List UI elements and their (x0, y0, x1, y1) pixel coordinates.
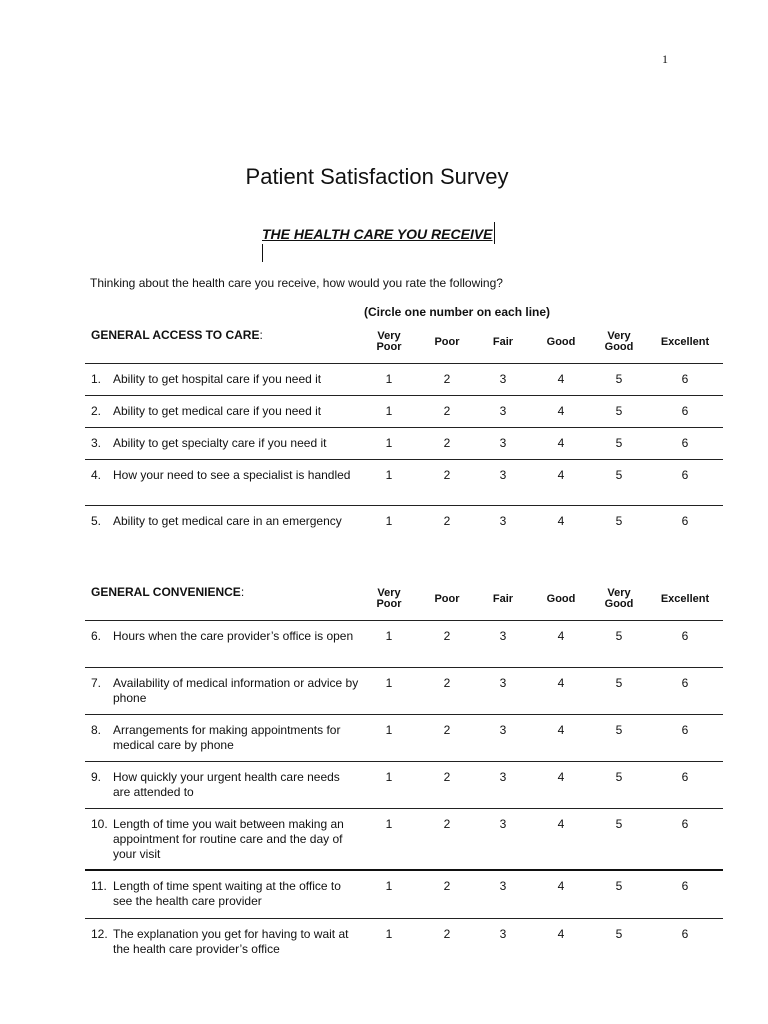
rating-option[interactable]: 4 (557, 676, 565, 690)
rating-option[interactable]: 3 (499, 629, 507, 643)
question-text: Ability to get medical care if you need it (113, 404, 322, 418)
question-text: Length of time spent waiting at the office to see the health care provider (113, 879, 341, 908)
rating-option[interactable]: 2 (443, 817, 451, 831)
rating-option[interactable]: 4 (557, 879, 565, 893)
rating-option[interactable]: 5 (615, 676, 623, 690)
rating-option[interactable]: 3 (499, 879, 507, 893)
question-number: 4. (91, 468, 102, 482)
rating-option[interactable]: 4 (557, 927, 565, 941)
rating-option[interactable]: 3 (499, 770, 507, 784)
rating-option[interactable]: 6 (681, 770, 689, 784)
rating-option[interactable]: 6 (681, 723, 689, 737)
text-cursor-mark (494, 222, 495, 244)
question-text: How quickly your urgent health care needs are attended to (113, 770, 340, 799)
rating-column-header: Good (546, 593, 576, 605)
question-row (85, 715, 723, 762)
rating-option[interactable]: 4 (557, 372, 565, 386)
question-text: Length of time you wait between making an appointment for routine care and the day of your visit (113, 817, 344, 861)
instruction-text: (Circle one number on each line) (364, 305, 551, 319)
question-row (85, 621, 723, 668)
rating-option[interactable]: 6 (681, 514, 689, 528)
rating-option[interactable]: 2 (443, 723, 451, 737)
question-row (85, 364, 723, 396)
section-general-access (85, 326, 723, 542)
page-title: Patient Satisfaction Survey (245, 164, 509, 189)
rating-option[interactable]: 3 (499, 436, 507, 450)
question-number: 1. (91, 372, 102, 386)
question-number: 8. (91, 723, 102, 737)
rating-option[interactable]: 1 (385, 404, 393, 418)
question-text: Arrangements for making appointments for medical care by phone (113, 723, 341, 752)
rating-option[interactable]: 2 (443, 468, 451, 482)
rating-option[interactable]: 2 (443, 770, 451, 784)
rating-option[interactable]: 4 (557, 514, 565, 528)
rating-option[interactable]: 5 (615, 404, 623, 418)
question-number: 12. (91, 927, 108, 941)
question-row (85, 919, 723, 964)
rating-column-header: Excellent (660, 336, 710, 348)
section-title: GENERAL CONVENIENCE: (91, 585, 245, 599)
rating-option[interactable]: 5 (615, 879, 623, 893)
rating-option[interactable]: 2 (443, 927, 451, 941)
rating-column-header: Very Good (604, 330, 634, 353)
rating-option[interactable]: 5 (615, 436, 623, 450)
rating-option[interactable]: 6 (681, 436, 689, 450)
question-text: How your need to see a specialist is handled (113, 468, 351, 482)
rating-option[interactable]: 2 (443, 372, 451, 386)
section-subtitle: THE HEALTH CARE YOU RECEIVE (262, 226, 493, 242)
question-text: Availability of medical information or advice by phone (113, 676, 359, 705)
rating-option[interactable]: 2 (443, 514, 451, 528)
rating-option[interactable]: 4 (557, 723, 565, 737)
question-row (85, 762, 723, 809)
rating-column-header: Fair (492, 593, 514, 605)
rating-option[interactable]: 4 (557, 817, 565, 831)
rating-option[interactable]: 1 (385, 676, 393, 690)
rating-column-header: Poor (434, 336, 460, 348)
rating-option[interactable]: 3 (499, 676, 507, 690)
rating-option[interactable]: 3 (499, 372, 507, 386)
rating-option[interactable]: 6 (681, 927, 689, 941)
question-number: 2. (91, 404, 102, 418)
rating-option[interactable]: 5 (615, 770, 623, 784)
question-number: 11. (91, 879, 107, 893)
question-row (85, 396, 723, 428)
rating-option[interactable]: 1 (385, 468, 393, 482)
rating-option[interactable]: 6 (681, 372, 689, 386)
rating-option[interactable]: 5 (615, 629, 623, 643)
text-cursor-mark (262, 244, 263, 262)
rating-option[interactable]: 5 (615, 927, 623, 941)
rating-option[interactable]: 6 (681, 468, 689, 482)
rating-column-header: Very Good (604, 587, 634, 610)
rating-option[interactable]: 6 (681, 676, 689, 690)
question-number: 7. (91, 676, 102, 690)
rating-option[interactable]: 1 (385, 927, 393, 941)
rating-option[interactable]: 4 (557, 468, 565, 482)
subtitle-container (262, 226, 493, 244)
question-number: 3. (91, 436, 102, 450)
rating-option[interactable]: 1 (385, 372, 393, 386)
question-number: 10. (91, 817, 108, 831)
question-number: 5. (91, 514, 102, 528)
rating-option[interactable]: 6 (681, 404, 689, 418)
question-row (85, 809, 723, 871)
rating-option[interactable]: 2 (443, 676, 451, 690)
rating-option[interactable]: 4 (557, 629, 565, 643)
question-text: Ability to get hospital care if you need it (113, 372, 322, 386)
rating-option[interactable]: 1 (385, 723, 393, 737)
question-row (85, 668, 723, 715)
rating-option[interactable]: 6 (681, 629, 689, 643)
rating-option[interactable]: 3 (499, 468, 507, 482)
question-row (85, 506, 723, 542)
rating-option[interactable]: 1 (385, 514, 393, 528)
page-number: 1 (662, 52, 668, 66)
section-title: GENERAL ACCESS TO CARE: (91, 328, 263, 342)
rating-column-header: Very Poor (376, 587, 402, 610)
question-text: Ability to get medical care in an emergency (113, 514, 342, 528)
rating-option[interactable]: 6 (681, 879, 689, 893)
rating-option[interactable]: 2 (443, 879, 451, 893)
question-row (85, 460, 723, 506)
rating-column-header: Poor (434, 593, 460, 605)
rating-option[interactable]: 1 (385, 817, 393, 831)
rating-option[interactable]: 5 (615, 468, 623, 482)
rating-option[interactable]: 5 (615, 372, 623, 386)
rating-option[interactable]: 4 (557, 404, 565, 418)
rating-option[interactable]: 5 (615, 514, 623, 528)
rating-option[interactable]: 3 (499, 723, 507, 737)
rating-option[interactable]: 2 (443, 436, 451, 450)
question-text: Hours when the care provider’s office is open (113, 629, 354, 643)
rating-option[interactable]: 1 (385, 770, 393, 784)
rating-option[interactable]: 5 (615, 817, 623, 831)
rating-option[interactable]: 3 (499, 514, 507, 528)
rating-option[interactable]: 1 (385, 879, 393, 893)
section-header (85, 583, 723, 621)
rating-column-header: Very Poor (376, 330, 402, 353)
question-row (85, 428, 723, 460)
rating-option[interactable]: 1 (385, 436, 393, 450)
rating-column-header: Fair (492, 336, 514, 348)
question-number: 9. (91, 770, 102, 784)
rating-option[interactable]: 1 (385, 629, 393, 643)
rating-option[interactable]: 3 (499, 404, 507, 418)
question-row (85, 871, 723, 919)
rating-option[interactable]: 2 (443, 629, 451, 643)
section-general-convenience (85, 583, 723, 964)
rating-column-header: Good (546, 336, 576, 348)
rating-column-header: Excellent (660, 593, 710, 605)
rating-option[interactable]: 4 (557, 436, 565, 450)
question-text: Ability to get specialty care if you need it (113, 436, 327, 450)
question-text: The explanation you get for having to wait at the health care provider’s office (113, 927, 349, 956)
rating-option[interactable]: 6 (681, 817, 689, 831)
rating-option[interactable]: 3 (499, 927, 507, 941)
section-header (85, 326, 723, 364)
rating-option[interactable]: 3 (499, 817, 507, 831)
rating-option[interactable]: 4 (557, 770, 565, 784)
question-number: 6. (91, 629, 102, 643)
rating-option[interactable]: 5 (615, 723, 623, 737)
rating-option[interactable]: 2 (443, 404, 451, 418)
intro-text: Thinking about the health care you receive, how would you rate the following? (90, 276, 503, 290)
